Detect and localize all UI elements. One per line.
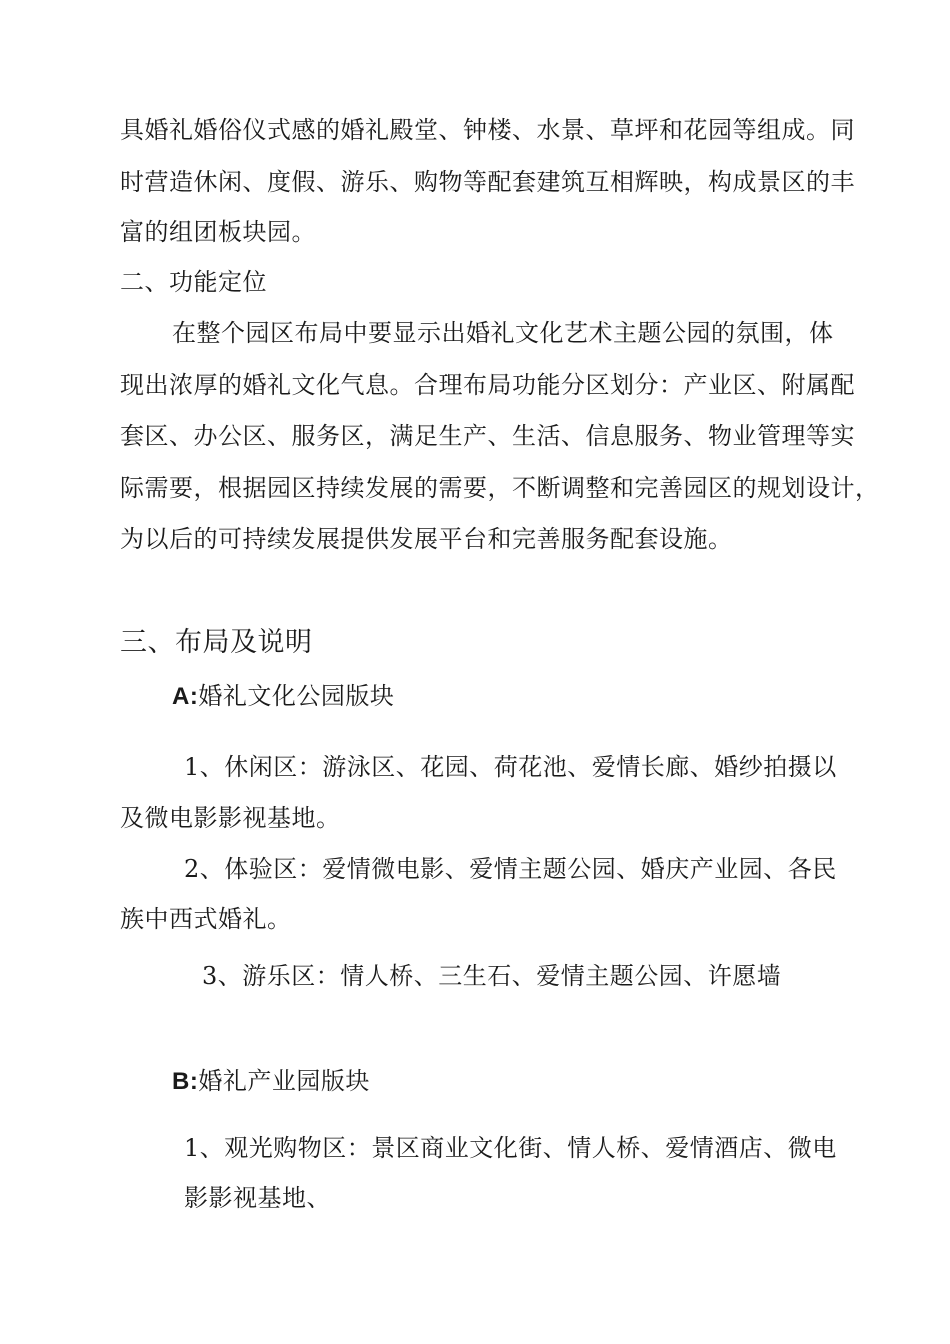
block-a-item-1-line-1: 1、休闲区：游泳区、花园、荷花池、爱情长廊、婚纱拍摄以 bbox=[184, 753, 837, 781]
block-a-item-2-line-2: 族中西式婚礼。 bbox=[120, 905, 292, 933]
block-a-label bbox=[172, 681, 394, 712]
section-2-line-4: 际需要，根据园区持续发展的需要，不断调整和完善园区的规划设计， bbox=[120, 474, 880, 502]
block-a-item-2-line-1: 2、体验区：爱情微电影、爱情主题公园、婚庆产业园、各民 bbox=[184, 855, 837, 883]
intro-line-3: 富的组团板块园。 bbox=[120, 218, 316, 246]
block-a-item-1-line-2: 及微电影影视基地。 bbox=[120, 804, 341, 832]
block-b-prefix: B: bbox=[172, 1068, 199, 1095]
block-a-title: 婚礼文化公园版块 bbox=[198, 682, 395, 710]
block-a-prefix: A: bbox=[172, 683, 199, 710]
block-b-item-1-line-2: 影影视基地、 bbox=[184, 1184, 331, 1212]
section-3-heading: 三、布局及说明 bbox=[120, 627, 313, 658]
section-2-line-3: 套区、办公区、服务区，满足生产、生活、信息服务、物业管理等实 bbox=[120, 422, 855, 450]
section-2-line-5: 为以后的可持续发展提供发展平台和完善服务配套设施。 bbox=[120, 525, 733, 553]
block-a-item-3: 3、游乐区：情人桥、三生石、爱情主题公园、许愿墙 bbox=[202, 962, 782, 990]
block-b-label bbox=[172, 1066, 370, 1097]
section-2-line-1: 在整个园区布局中要显示出婚礼文化艺术主题公园的氛围，体 bbox=[172, 319, 834, 347]
block-b-item-1-line-1: 1、观光购物区：景区商业文化街、情人桥、爱情酒店、微电 bbox=[184, 1134, 837, 1162]
intro-line-2: 时营造休闲、度假、游乐、购物等配套建筑互相辉映，构成景区的丰 bbox=[120, 168, 855, 196]
block-b-title: 婚礼产业园版块 bbox=[198, 1067, 370, 1095]
section-2-line-2: 现出浓厚的婚礼文化气息。合理布局功能分区划分：产业区、附属配 bbox=[120, 371, 855, 399]
section-2-heading: 二、功能定位 bbox=[120, 268, 267, 296]
intro-line-1: 具婚礼婚俗仪式感的婚礼殿堂、钟楼、水景、草坪和花园等组成。同 bbox=[120, 116, 855, 144]
